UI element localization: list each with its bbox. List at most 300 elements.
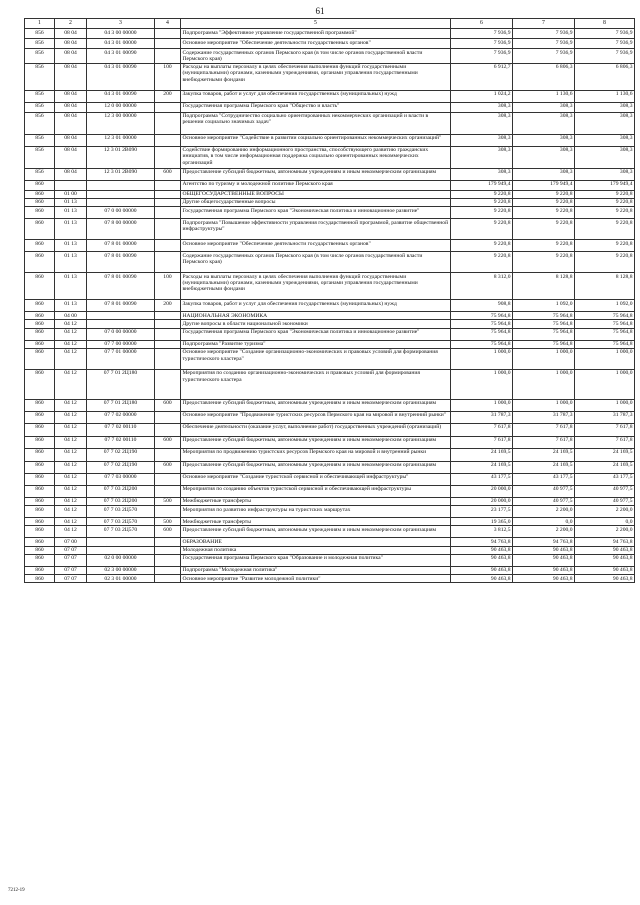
- col-target: 07 7 03 2Ц200: [87, 497, 155, 505]
- table-row: [25, 39, 635, 49]
- col-target: 07 7 03 2Ц570: [87, 506, 155, 518]
- col-section: 04 00: [55, 312, 87, 320]
- col-name: Молодежная политика: [181, 546, 451, 554]
- col-target: 04 3 01 00000: [87, 39, 155, 49]
- table-row: [25, 473, 635, 485]
- col-name: Государственная программа Пермского края "Образование и молодежная политика": [181, 554, 451, 566]
- col-year1: 90 463,8: [451, 546, 513, 554]
- col-expense-type: 500: [155, 518, 181, 526]
- col-chapter: 860: [25, 198, 55, 206]
- col-year1: 20 000,0: [451, 485, 513, 497]
- col-chapter: 860: [25, 436, 55, 448]
- col-name: Закупка товаров, работ и услуг для обеспечения государственных (муниципальных) нужд: [181, 300, 451, 312]
- table-row: [25, 29, 635, 39]
- col-target: [87, 180, 155, 190]
- col-chapter: 860: [25, 328, 55, 340]
- col-year1: 6 912,7: [451, 63, 513, 90]
- col-chapter: 860: [25, 240, 55, 252]
- col-target: 07 7 02 00110: [87, 423, 155, 436]
- page-number: 61: [315, 6, 325, 16]
- col-expense-type: [155, 252, 181, 273]
- table-row: [25, 566, 635, 574]
- col-name: Основное мероприятие "Развитие молодежной политики": [181, 575, 451, 583]
- table-row: [25, 49, 635, 64]
- col-name: Другие вопросы в области национальной экономики: [181, 320, 451, 328]
- col-chapter: 856: [25, 102, 55, 112]
- col-section: 04 12: [55, 320, 87, 328]
- col-year3: 1 130,6: [575, 90, 635, 102]
- col-year2: 75 964,8: [513, 312, 575, 320]
- col-year1: 90 463,8: [451, 566, 513, 574]
- col-expense-type: 600: [155, 461, 181, 473]
- col-year1: 90 463,8: [451, 554, 513, 566]
- col-year3: 24 169,5: [575, 448, 635, 461]
- col-year1: 9 220,8: [451, 207, 513, 219]
- col-year2: 9 220,8: [513, 190, 575, 198]
- col-year1: 31 787,3: [451, 411, 513, 423]
- col-name: Основное мероприятие "Создание туристской сервисной и обеспечивающей инфраструктуры": [181, 473, 451, 485]
- table-row: [25, 240, 635, 252]
- col-section: 04 12: [55, 518, 87, 526]
- col-target: [87, 320, 155, 328]
- col-section: 01 00: [55, 190, 87, 198]
- col-target: 07 7 00 00000: [87, 340, 155, 348]
- col-expense-type: [155, 198, 181, 206]
- col-expense-type: [155, 240, 181, 252]
- col-name: Предоставление субсидий бюджетным, автономным учреждениям и иным некоммерческим организациям: [181, 526, 451, 538]
- col-name: Агентство по туризму и молодежной политике Пермского края: [181, 180, 451, 190]
- table-row: [25, 436, 635, 448]
- col-year3: 40 977,5: [575, 485, 635, 497]
- col-year1: 1 000,0: [451, 369, 513, 399]
- col-year3: 7 936,9: [575, 29, 635, 39]
- col-name: Закупка товаров, работ и услуг для обеспечения государственных (муниципальных) нужд: [181, 90, 451, 102]
- col-year3: 6 806,3: [575, 63, 635, 90]
- col-year3: 31 787,3: [575, 411, 635, 423]
- col-section: 04 12: [55, 485, 87, 497]
- col-year3: 9 220,8: [575, 207, 635, 219]
- col-year3: 1 000,0: [575, 369, 635, 399]
- col-year1: 908,8: [451, 300, 513, 312]
- col-year1: 9 220,8: [451, 252, 513, 273]
- col-section: 07 00: [55, 538, 87, 546]
- col-year2: 24 169,5: [513, 448, 575, 461]
- col-year2: 7 936,9: [513, 39, 575, 49]
- table-row: [25, 411, 635, 423]
- col-chapter: 860: [25, 348, 55, 369]
- col-section: 01 13: [55, 198, 87, 206]
- col-expense-type: [155, 448, 181, 461]
- col-section: 04 12: [55, 328, 87, 340]
- col-target: 07 8 01 00090: [87, 273, 155, 300]
- budget-table: [24, 18, 635, 583]
- table-row: [25, 554, 635, 566]
- col-section: 08 04: [55, 168, 87, 180]
- col-year1: 9 220,8: [451, 219, 513, 240]
- col-chapter: 860: [25, 566, 55, 574]
- col-expense-type: [155, 369, 181, 399]
- table-row: [25, 90, 635, 102]
- col-name: Основное мероприятие "Обеспечение деятельности государственных органов": [181, 240, 451, 252]
- col-year3: 90 463,8: [575, 575, 635, 583]
- col-target: 12 3 01 2В090: [87, 168, 155, 180]
- table-row: [25, 575, 635, 583]
- col-year1: 3 812,5: [451, 526, 513, 538]
- table-row: [25, 207, 635, 219]
- table-row: [25, 312, 635, 320]
- col-expense-type: [155, 219, 181, 240]
- col-year3: 40 977,5: [575, 497, 635, 505]
- col-target: [87, 198, 155, 206]
- col-year1: 7 936,9: [451, 29, 513, 39]
- col-chapter: 860: [25, 320, 55, 328]
- col-year2: 31 787,3: [513, 411, 575, 423]
- col-target: 07 7 03 2Ц570: [87, 518, 155, 526]
- col-year3: 179 949,4: [575, 180, 635, 190]
- col-section: 07 07: [55, 566, 87, 574]
- col-name: Основное мероприятие "Обеспечение деятельности государственных органов": [181, 39, 451, 49]
- col-year1: 8 312,0: [451, 273, 513, 300]
- col-expense-type: [155, 485, 181, 497]
- col-chapter: 856: [25, 29, 55, 39]
- col-chapter: 860: [25, 497, 55, 505]
- col-year2: 24 169,5: [513, 461, 575, 473]
- col-year1: 1 024,2: [451, 90, 513, 102]
- table-row: [25, 526, 635, 538]
- col-year3: 308,3: [575, 168, 635, 180]
- col-year3: 8 128,8: [575, 273, 635, 300]
- col-name: Содействие формированию информационного пространства, способствующего развитию гражданских инициатив, в том числе информационная поддержка социально ориентированных некоммерческих организаций: [181, 146, 451, 168]
- table-row: [25, 485, 635, 497]
- col-year2: 40 977,5: [513, 485, 575, 497]
- col-target: [87, 312, 155, 320]
- col-year1: 90 463,8: [451, 575, 513, 583]
- col-section: 01 13: [55, 219, 87, 240]
- col-section: 04 12: [55, 411, 87, 423]
- col-section: 04 12: [55, 369, 87, 399]
- col-year2: 1 000,0: [513, 399, 575, 411]
- table-row: [25, 340, 635, 348]
- col-year1: 179 949,4: [451, 180, 513, 190]
- col-year3: 2 200,0: [575, 506, 635, 518]
- col-name: Мероприятия по продвижению туристских ресурсов Пермского края на мировой и внутренний рынки: [181, 448, 451, 461]
- col-year1: 20 000,0: [451, 497, 513, 505]
- footer-code: 7212-19: [8, 888, 25, 893]
- col-year2: 90 463,8: [513, 575, 575, 583]
- col-chapter: 860: [25, 300, 55, 312]
- col-year2: 90 463,8: [513, 546, 575, 554]
- col-name: Обеспечение деятельности (оказание услуг, выполнение работ) государственных учреждений (организаций): [181, 423, 451, 436]
- col-expense-type: [155, 566, 181, 574]
- col-target: 07 7 02 2Ц190: [87, 448, 155, 461]
- col-expense-type: [155, 328, 181, 340]
- table-row: [25, 300, 635, 312]
- header-cell-6: 6: [451, 19, 513, 29]
- col-name: Подпрограмма "Повышение эффективности управления государственной программой, развитие общественной инфраструктуры": [181, 219, 451, 240]
- col-expense-type: [155, 134, 181, 146]
- col-expense-type: 600: [155, 526, 181, 538]
- col-year1: 19 365,0: [451, 518, 513, 526]
- col-year3: 7 936,9: [575, 49, 635, 64]
- col-year3: 90 463,8: [575, 546, 635, 554]
- col-section: 04 12: [55, 436, 87, 448]
- col-expense-type: 100: [155, 273, 181, 300]
- col-chapter: 856: [25, 168, 55, 180]
- col-expense-type: [155, 340, 181, 348]
- col-target: 07 7 03 00000: [87, 473, 155, 485]
- col-name: Мероприятия по созданию организационно-экономических и правовых условий для формирования туристического кластера: [181, 369, 451, 399]
- header-cell-7: 7: [513, 19, 575, 29]
- col-year2: 1 000,0: [513, 369, 575, 399]
- col-expense-type: [155, 538, 181, 546]
- col-section: 08 04: [55, 134, 87, 146]
- header-cell-1: 1: [25, 19, 55, 29]
- col-year1: 43 177,5: [451, 473, 513, 485]
- col-year2: 75 964,8: [513, 328, 575, 340]
- col-target: 12 3 00 00000: [87, 112, 155, 134]
- col-year2: 1 000,0: [513, 348, 575, 369]
- col-year3: 308,3: [575, 134, 635, 146]
- col-year1: 308,3: [451, 168, 513, 180]
- col-expense-type: [155, 506, 181, 518]
- col-section: 08 04: [55, 90, 87, 102]
- col-year2: 308,3: [513, 112, 575, 134]
- col-target: 07 0 00 00000: [87, 207, 155, 219]
- header-cell-2: 2: [55, 19, 87, 29]
- col-name: Государственная программа Пермского края "Общество и власть": [181, 102, 451, 112]
- col-expense-type: 500: [155, 497, 181, 505]
- col-target: 07 8 00 00000: [87, 219, 155, 240]
- col-section: 07 07: [55, 554, 87, 566]
- col-target: [87, 538, 155, 546]
- table-row: [25, 448, 635, 461]
- col-section: 04 12: [55, 348, 87, 369]
- col-year3: 9 220,8: [575, 252, 635, 273]
- col-expense-type: [155, 348, 181, 369]
- col-section: [55, 180, 87, 190]
- col-expense-type: [155, 180, 181, 190]
- col-expense-type: [155, 473, 181, 485]
- col-year3: 75 964,8: [575, 312, 635, 320]
- col-year1: 23 177,5: [451, 506, 513, 518]
- col-section: 01 13: [55, 207, 87, 219]
- col-year3: 9 220,8: [575, 219, 635, 240]
- col-year3: 75 964,8: [575, 340, 635, 348]
- col-year2: 90 463,8: [513, 566, 575, 574]
- col-target: 12 3 01 2В090: [87, 146, 155, 168]
- table-row: [25, 112, 635, 134]
- col-expense-type: [155, 575, 181, 583]
- col-chapter: 856: [25, 39, 55, 49]
- table-row: [25, 423, 635, 436]
- col-year2: 90 463,8: [513, 554, 575, 566]
- header-cell-3: 3: [87, 19, 155, 29]
- table-row: [25, 497, 635, 505]
- col-target: 07 7 03 2Ц200: [87, 485, 155, 497]
- col-name: Подпрограмма "Развитие туризма": [181, 340, 451, 348]
- col-chapter: 860: [25, 207, 55, 219]
- col-section: 04 12: [55, 340, 87, 348]
- col-name: Предоставление субсидий бюджетным, автономным учреждениям и иным некоммерческим организациям: [181, 399, 451, 411]
- table-row: [25, 320, 635, 328]
- col-chapter: 860: [25, 554, 55, 566]
- col-expense-type: [155, 546, 181, 554]
- col-section: 08 04: [55, 49, 87, 64]
- col-chapter: 856: [25, 112, 55, 134]
- col-year3: 90 463,8: [575, 554, 635, 566]
- col-name: Подпрограмма "Эффективное управление государственной программой": [181, 29, 451, 39]
- col-year1: 7 936,9: [451, 39, 513, 49]
- col-expense-type: [155, 190, 181, 198]
- col-year2: 9 220,8: [513, 198, 575, 206]
- col-section: 04 12: [55, 423, 87, 436]
- col-chapter: 856: [25, 146, 55, 168]
- col-year1: 9 220,8: [451, 198, 513, 206]
- col-year3: 2 200,0: [575, 526, 635, 538]
- table-row: [25, 461, 635, 473]
- col-name: Государственная программа Пермского края "Экономическая политика и инновационное развитие": [181, 328, 451, 340]
- col-target: 07 7 02 00000: [87, 411, 155, 423]
- col-name: Основное мероприятие "Создание организационно-экономических и правовых условий для формирования туристического кластера": [181, 348, 451, 369]
- col-chapter: 860: [25, 219, 55, 240]
- header-cell-4: 4: [155, 19, 181, 29]
- col-year2: 94 763,8: [513, 538, 575, 546]
- col-target: 02 0 00 00000: [87, 554, 155, 566]
- col-chapter: 860: [25, 312, 55, 320]
- header-cell-8: 8: [575, 19, 635, 29]
- table-header-row: [25, 19, 635, 29]
- col-section: 01 13: [55, 240, 87, 252]
- col-name: Расходы на выплаты персоналу в целях обеспечения выполнения функций государственными (муниципальными) органами, казенными учреждениями, органами управления государственными внебюджетными фондами: [181, 63, 451, 90]
- col-expense-type: [155, 320, 181, 328]
- col-section: 08 04: [55, 102, 87, 112]
- col-year2: 1 092,0: [513, 300, 575, 312]
- col-year3: 94 763,8: [575, 538, 635, 546]
- col-year2: 75 964,8: [513, 320, 575, 328]
- col-section: 01 13: [55, 252, 87, 273]
- table-row: [25, 63, 635, 90]
- col-target: [87, 546, 155, 554]
- col-year3: 9 220,8: [575, 190, 635, 198]
- col-year1: 75 964,8: [451, 328, 513, 340]
- col-chapter: 860: [25, 340, 55, 348]
- col-expense-type: 200: [155, 90, 181, 102]
- col-year2: 6 806,3: [513, 63, 575, 90]
- col-expense-type: 600: [155, 399, 181, 411]
- table-row: [25, 146, 635, 168]
- table-row: [25, 134, 635, 146]
- table-row: [25, 102, 635, 112]
- col-year2: 308,3: [513, 146, 575, 168]
- col-year2: 1 130,6: [513, 90, 575, 102]
- col-year2: 8 128,8: [513, 273, 575, 300]
- col-chapter: 860: [25, 526, 55, 538]
- col-chapter: 856: [25, 49, 55, 64]
- col-name: НАЦИОНАЛЬНАЯ ЭКОНОМИКА: [181, 312, 451, 320]
- col-year1: 7 936,9: [451, 49, 513, 64]
- col-section: 04 12: [55, 448, 87, 461]
- col-year3: 308,3: [575, 112, 635, 134]
- table-row: [25, 546, 635, 554]
- col-expense-type: 600: [155, 436, 181, 448]
- col-name: Содержание государственных органов Пермского края (в том числе органов государственной власти Пермского края): [181, 252, 451, 273]
- col-expense-type: [155, 423, 181, 436]
- col-target: 04 3 01 00090: [87, 63, 155, 90]
- col-section: 08 04: [55, 63, 87, 90]
- col-year2: 43 177,5: [513, 473, 575, 485]
- col-expense-type: 600: [155, 168, 181, 180]
- col-year1: 308,3: [451, 134, 513, 146]
- col-year1: 7 617,8: [451, 436, 513, 448]
- col-year1: 1 000,0: [451, 399, 513, 411]
- col-name: ОБРАЗОВАНИЕ: [181, 538, 451, 546]
- col-expense-type: 100: [155, 63, 181, 90]
- col-chapter: 860: [25, 180, 55, 190]
- col-section: 01 13: [55, 273, 87, 300]
- col-target: 07 7 01 00000: [87, 348, 155, 369]
- col-year3: 9 220,8: [575, 240, 635, 252]
- col-year1: 1 000,0: [451, 348, 513, 369]
- col-year1: 308,3: [451, 102, 513, 112]
- col-expense-type: [155, 112, 181, 134]
- col-year2: 7 936,9: [513, 49, 575, 64]
- col-name: Основное мероприятие "Продвижение туристских ресурсов Пермского края на мировой и внутренний рынки": [181, 411, 451, 423]
- col-chapter: 860: [25, 473, 55, 485]
- col-year2: 9 220,8: [513, 240, 575, 252]
- col-year2: 9 220,8: [513, 252, 575, 273]
- col-name: Предоставление субсидий бюджетным, автономным учреждениям и иным некоммерческим организациям: [181, 461, 451, 473]
- col-year2: 40 977,5: [513, 497, 575, 505]
- col-year1: 308,3: [451, 146, 513, 168]
- col-year3: 75 964,8: [575, 328, 635, 340]
- table-row: [25, 538, 635, 546]
- col-year3: 1 000,0: [575, 348, 635, 369]
- table-row: [25, 506, 635, 518]
- col-name: Подпрограмма "Сотрудничество социально ориентированных некоммерческих организаций и власти в решении социально значимых задач": [181, 112, 451, 134]
- col-expense-type: [155, 49, 181, 64]
- col-target: 12 0 00 00000: [87, 102, 155, 112]
- col-year3: 43 177,5: [575, 473, 635, 485]
- table-row: [25, 198, 635, 206]
- col-expense-type: [155, 29, 181, 39]
- table-row: [25, 328, 635, 340]
- col-year2: 2 200,0: [513, 506, 575, 518]
- col-chapter: 860: [25, 423, 55, 436]
- col-year2: 7 617,8: [513, 423, 575, 436]
- table-row: [25, 369, 635, 399]
- table-row: [25, 219, 635, 240]
- col-name: Предоставление субсидий бюджетным, автономным учреждениям и иным некоммерческим организациям: [181, 168, 451, 180]
- col-chapter: 856: [25, 63, 55, 90]
- col-year3: 24 169,5: [575, 461, 635, 473]
- col-section: 04 12: [55, 526, 87, 538]
- col-chapter: 856: [25, 134, 55, 146]
- col-chapter: 856: [25, 90, 55, 102]
- col-section: 04 12: [55, 506, 87, 518]
- col-section: 04 12: [55, 461, 87, 473]
- col-chapter: 860: [25, 252, 55, 273]
- col-year2: 0,0: [513, 518, 575, 526]
- col-chapter: 860: [25, 411, 55, 423]
- col-expense-type: [155, 146, 181, 168]
- col-section: 01 13: [55, 300, 87, 312]
- col-year2: 2 200,0: [513, 526, 575, 538]
- col-year1: 94 763,8: [451, 538, 513, 546]
- table-row: [25, 348, 635, 369]
- col-expense-type: 200: [155, 300, 181, 312]
- col-name: ОБЩЕГОСУДАРСТВЕННЫЕ ВОПРОСЫ: [181, 190, 451, 198]
- col-target: 12 3 01 00000: [87, 134, 155, 146]
